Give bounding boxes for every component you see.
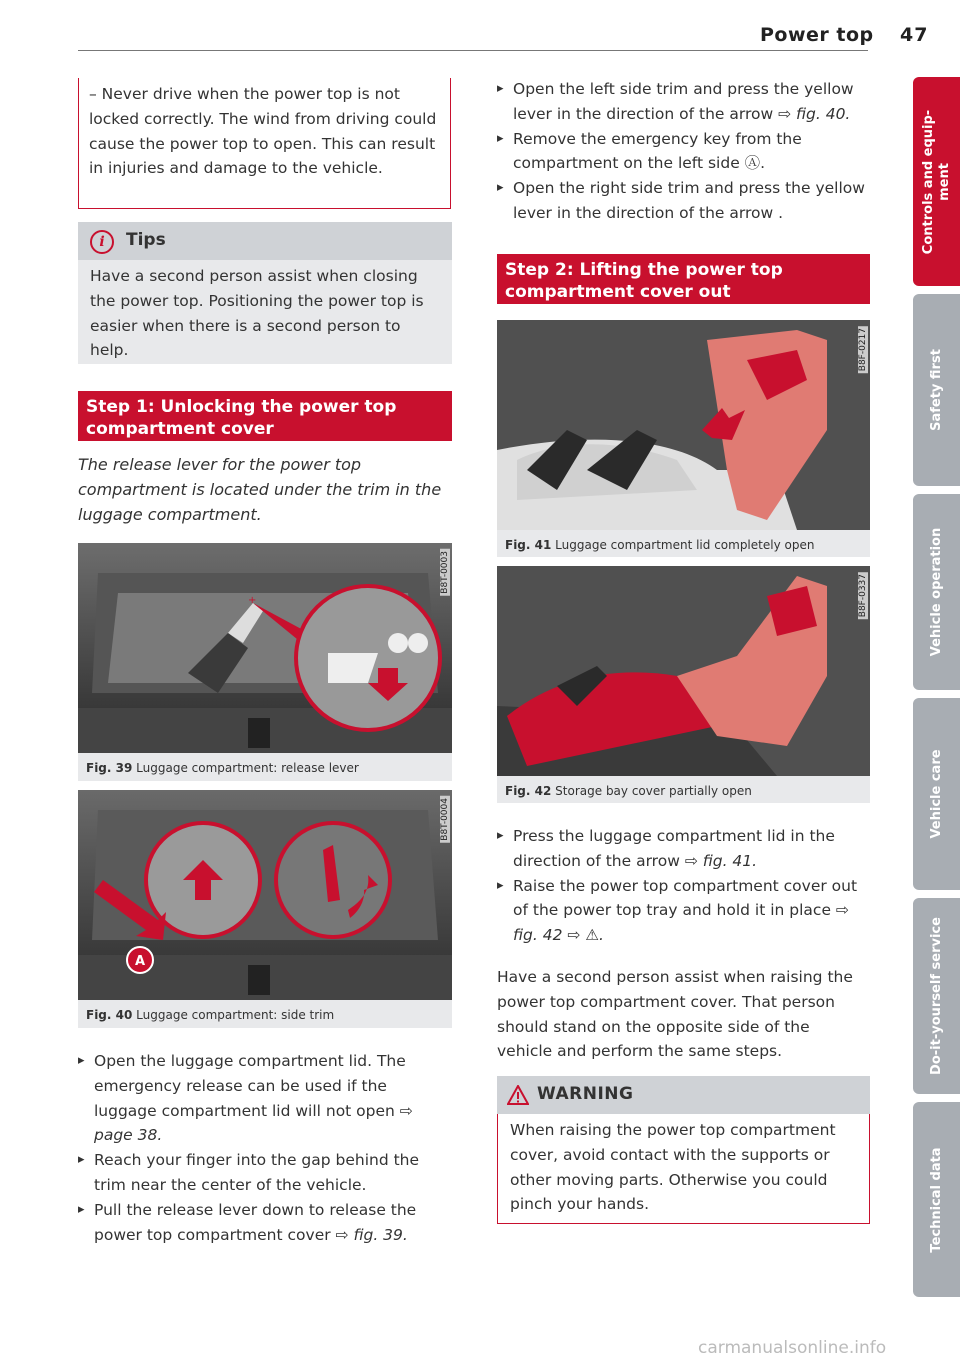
right-bullet-list [497,77,869,226]
figure-ref-link[interactable]: ⇨ fig. 42 ⇨ ⚠. [513,901,849,945]
figure-41 [497,320,870,557]
side-tab-diy-service[interactable] [913,898,960,1094]
figure-39-code: B8T-0003 [440,551,450,594]
figure-40 [78,790,452,1028]
list-item [78,1148,452,1198]
side-tab-label: Vehicle care [928,749,944,839]
tips-text: Have a second person assist when closing the power top. Positioning the power top is easier when there is a second person to help. [90,267,424,360]
side-tab-label: Do-it-yourself service [928,917,944,1075]
figure-ref-link[interactable]: ⇨ fig. 39. [335,1225,408,1244]
warning-body [497,1114,870,1224]
list-item [497,176,869,226]
figure-41-code: B8F-0217 [858,328,868,372]
side-tab-label: Vehicle operation [928,527,944,657]
right-bullet-list-2 [497,824,869,948]
figure-40-caption [86,1008,334,1022]
bullet-text: Open the luggage compartment lid. The emergency release can be used if the luggage compartment lid will not open [94,1052,406,1120]
step1-heading-line1: Step 1: Unlocking the power top [86,397,397,417]
figure-39-number: Fig. 39 [86,761,133,775]
side-tab-vehicle-care[interactable] [913,698,960,890]
figure-41-image [497,320,870,530]
bullet-text: Open the left side trim and press the yellow lever in the direction of the arrow [513,80,854,123]
bullet-text: Pull the release lever down to release the power top compartment cover [94,1200,417,1244]
step1-heading-line2: compartment cover [86,419,274,439]
warning-header [497,1076,870,1114]
figure-ref-link[interactable]: ⇨ fig. 41. [684,851,758,870]
list-item [78,1198,452,1248]
figure-40-number: Fig. 40 [86,1008,133,1022]
info-icon: i [90,230,114,254]
figure-42-caption [505,784,752,798]
warning-triangle-icon [507,1085,529,1105]
figure-42 [497,566,870,803]
step1-heading [78,391,452,441]
side-tab-vehicle-operation[interactable] [913,494,960,690]
tips-header [78,222,452,260]
bullet-text: Open the right side trim and press the yellow lever in the direction of the arrow . [513,179,865,222]
warning-continuation-text: – Never drive when the power top is not locked correctly. The wind from driving could cause the power top to open. This can result in injuries and damage to the vehicle. [89,85,437,178]
figure-42-image [497,566,870,776]
figure-40-caption-text: Luggage compartment: side trim [136,1008,335,1022]
bullet-text: Raise the power top compartment cover out of the power top tray and hold it in place [513,876,858,920]
figure-42-caption-text: Storage bay cover partially open [555,784,752,798]
list-item [497,127,869,177]
side-tab-label: Controls and equip- ment [920,109,952,254]
side-tab-label: Safety first [928,349,944,431]
figure-40-marker: A [134,954,146,969]
figure-42-number: Fig. 42 [505,784,552,798]
figure-39 [78,543,452,781]
side-tab-technical-data[interactable] [913,1102,960,1297]
footer-watermark: carmanualsonline.info [698,1338,887,1358]
step2-heading-line2: compartment cover out [505,282,731,302]
warning-label: WARNING [537,1084,634,1104]
assist-paragraph [497,965,869,1064]
header-rule [78,50,868,51]
figure-40-image [78,790,452,1000]
bullet-text: Press the luggage compartment lid in the direction of the arrow [513,827,835,870]
figure-41-caption [505,538,814,552]
warning-continuation-box [78,78,451,209]
step1-intro: The release lever for the power top compartment is located under the trim in the luggage compartment. [78,455,442,524]
tips-body [78,260,452,364]
figure-39-caption-text: Luggage compartment: release lever [136,761,359,775]
figure-42-code: B8F-0337 [858,574,868,618]
page-ref-link[interactable]: ⇨ page 38. [94,1101,413,1145]
side-tab-controls[interactable] [913,77,960,286]
assist-text: Have a second person assist when raising the power top compartment cover. That person should stand on the opposite side of the vehicle and perform the same steps. [497,968,853,1061]
figure-41-number: Fig. 41 [505,538,552,552]
bullet-text: Reach your finger into the gap behind the trim near the center of the vehicle. [94,1151,420,1194]
figure-39-image [78,543,452,753]
figure-ref-link[interactable]: ⇨ fig. 40. [778,104,851,123]
svg-text:+: + [248,595,257,606]
list-item [497,824,869,874]
warning-text: When raising the power top compartment cover, avoid contact with the supports or other moving parts. Otherwise you could pinch your hands. [510,1121,836,1214]
list-item [78,1049,452,1148]
figure-39-caption [86,761,359,775]
tips-label: Tips [126,230,166,250]
section-title: Power top [760,24,874,46]
step2-heading [497,254,870,304]
side-tab-safety[interactable] [913,294,960,486]
left-bullet-list [78,1049,452,1247]
step2-heading-line1: Step 2: Lifting the power top [505,260,783,280]
side-tab-label: Technical data [928,1146,944,1253]
figure-40-code: B8T-0004 [440,798,450,841]
figure-41-caption-text: Luggage compartment lid completely open [555,538,815,552]
page-number: 47 [900,24,929,46]
list-item [497,874,869,948]
bullet-text: Remove the emergency key from the compartment on the left side Ⓐ. [513,129,802,173]
list-item [497,77,869,127]
